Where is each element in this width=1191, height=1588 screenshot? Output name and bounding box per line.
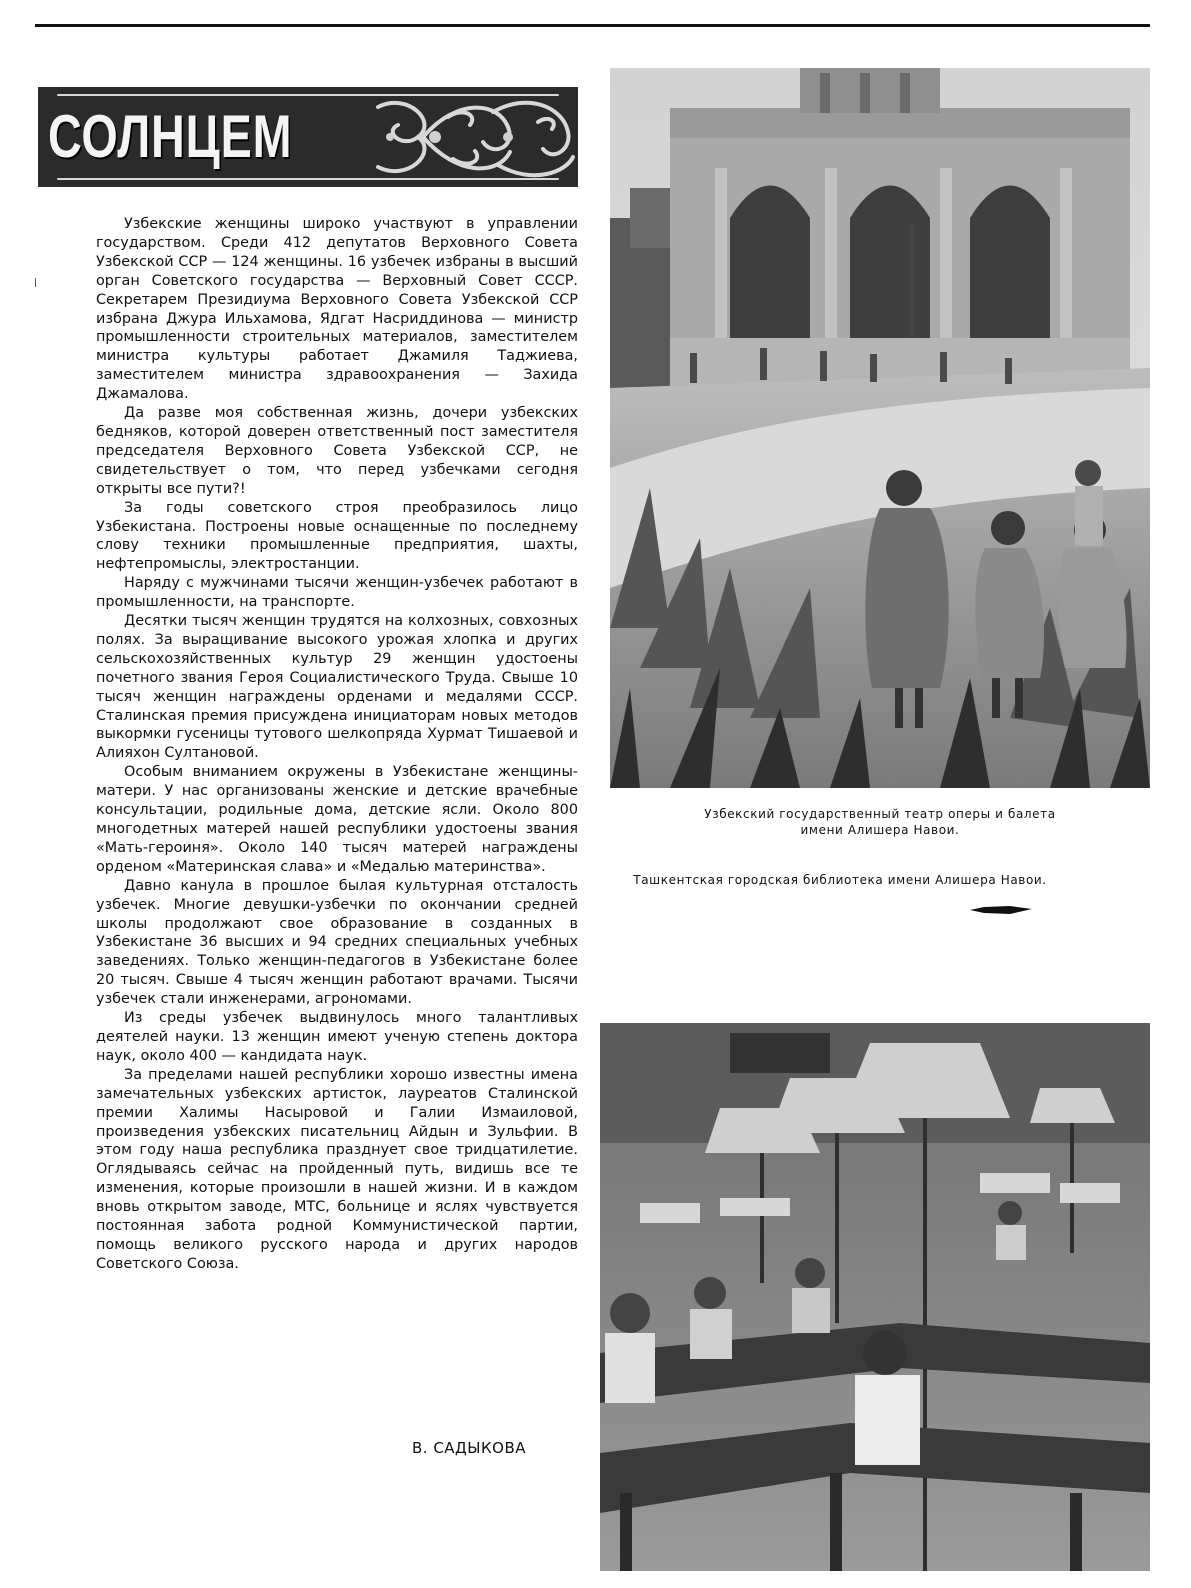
author-signature: В. САДЫКОВА	[412, 1439, 527, 1457]
title-banner	[38, 87, 578, 187]
article-paragraph: Особым вниманием окружены в Узбекистане женщины-матери. У нас организованы женские и детские врачебные консультации, родильные дома, детские ясли. Около 800 многодетных матерей нашей республики удостоены звания «Мать-героиня». Около 140 тысяч матерей награждены орденом «Материнская слава» и «Медалью материнства».	[96, 764, 578, 875]
banner-title: СОЛНЦЕМ	[48, 103, 293, 170]
article-paragraph: За годы советского строя преобразилось лицо Узбекистана. Построены новые оснащенные по последнему слову техники промышленные предприятия, шахты, нефтепромыслы, электростанции.	[96, 499, 578, 573]
article-paragraph: Десятки тысяч женщин трудятся на колхозных, совхозных полях. За выращивание высокого урожая хлопка и других сельскохозяйственных культур 29 женщин удостоены почетного звания Героя Социалистического Труда. Свыше 10 тысяч женщин награждены орденами и медалями СССР. Сталинская премия присуждена инициаторам новых методов выкормки гусеницы тутового шелкопряда Хурмат Тишаевой и Алияхон Султановой.	[96, 613, 578, 762]
article-paragraph: Наряду с мужчинами тысячи женщин-узбечек работают в промышленности, на транспорте.	[96, 575, 578, 611]
theatre-caption-line1: Узбекский государственный театр оперы и балета	[704, 807, 1056, 821]
library-photo	[600, 1023, 1150, 1571]
article-paragraph: Из среды узбечек выдвинулось много талантливых деятелей науки. 13 женщин имеют ученую степень доктора наук, около 400 — кандидата наук.	[96, 1010, 578, 1064]
article-body	[96, 215, 578, 1274]
top-rule	[35, 24, 1150, 27]
article-paragraph: Узбекские женщины широко участвуют в управлении государством. Среди 412 депутатов Верховного Совета Узбекской ССР — 124 женщины. 16 узбечек избраны в высший орган Советского государства — Верховный Совет СССР. Секретарем Президиума Верховного Совета Узбекской ССР избрана Джура Ильхамова, Ядгат Насриддинова — министр промышленности строительных материалов, заместителем министра культуры работает Джамиля Таджиева, заместителем министра здравоохранения — Захида Джамалова.	[96, 216, 578, 403]
theatre-caption-line2: имени Алишера Навои.	[800, 823, 960, 837]
article-paragraph: За пределами нашей республики хорошо известны имена замечательных узбекских артисток, лауреатов Сталинской премии Халимы Насыровой и Галии Измаиловой, произведения узбекских писательниц Айдын и Зульфии. В этом году наша республика празднует свое тридцатилетие. Оглядываясь сейчас на пройденный путь, видишь все те изменения, которые произошли в нашей жизни. И в каждом вновь открытом заводе, МТС, больнице и яслях чувствуется постоянная забота родной Коммунистической партии, помощь великого русского народа и других народов Советского Союза.	[96, 1066, 578, 1272]
article-paragraph: Да разве моя собственная жизнь, дочери узбекских бедняков, которой доверен ответственный пост заместителя председателя Верховного Совета Узбекской ССР, не свидетельствует о том, что перед узбечками сегодня открыты все пути?!	[96, 405, 578, 497]
theatre-photo	[610, 68, 1150, 788]
theatre-caption	[620, 806, 1140, 838]
article-paragraph: Давно канула в прошлое былая культурная отсталость узбечек. Многие девушки-узбечки по окончании средней школы продолжают свое образование в созданных в Узбекистане 36 высших и 94 средних специальных учебных заведениях. Только женщин-педагогов в Узбекистане более 20 тысяч. Свыше 4 тысяч женщин работают врачами. Тысячи узбечек стали инженерами, агрономами.	[96, 877, 578, 1008]
pointer-mark	[970, 904, 1032, 916]
library-caption: Ташкентская городская библиотека имени Алишера Навои.	[633, 873, 1047, 887]
margin-mark	[35, 278, 36, 287]
